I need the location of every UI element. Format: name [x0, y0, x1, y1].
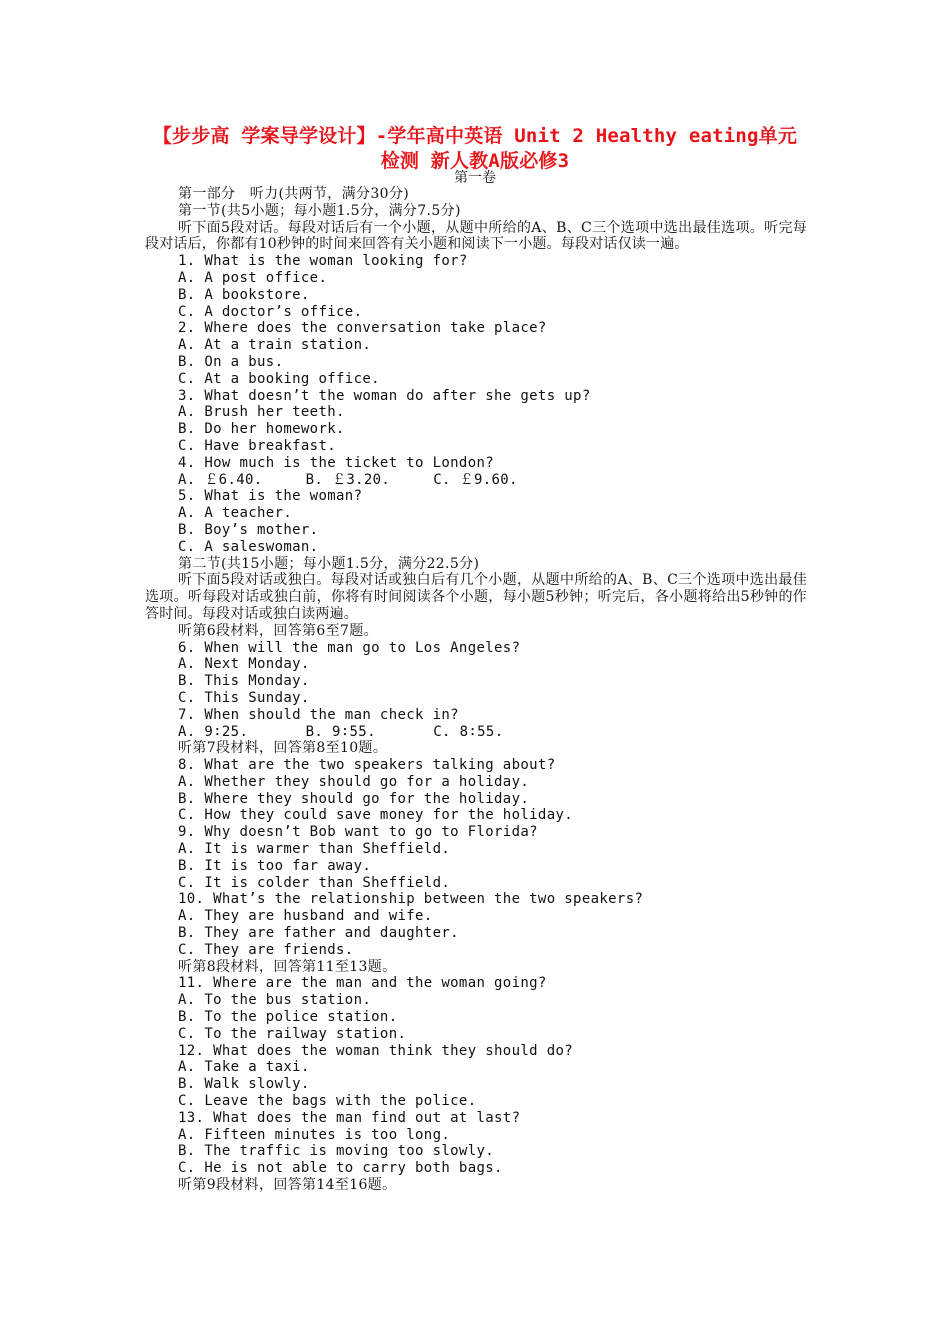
answer-option: A. Whether they should go for a holiday. — [178, 773, 530, 790]
answer-option: C. This Sunday. — [178, 689, 310, 706]
answer-option: C. At a booking office. — [178, 370, 380, 387]
answer-option: A. A post office. — [178, 269, 328, 286]
answer-option: B. On a bus. — [178, 353, 284, 370]
question-stem: 9. Why doesn’t Bob want to go to Florida? — [178, 824, 538, 841]
question-stem: 10. What’s the relationship between the two speakers? — [178, 891, 644, 908]
document-body — [145, 186, 807, 1194]
material-heading: 听第6段材料，回答第6至7题。 — [178, 622, 378, 639]
answer-option: A. A teacher. — [178, 505, 293, 522]
section2-heading: 第二节(共15小题；每小题1.5分，满分22.5分) — [178, 555, 480, 572]
question-stem: 7. When should the man check in? — [178, 706, 459, 723]
material-heading: 听第7段材料，回答第8至10题。 — [178, 740, 388, 757]
answer-option: A. It is warmer than Sheffield. — [178, 841, 451, 858]
section1-instructions: 听下面5段对话。每段对话后有一个小题，从题中所给的A、B、C三个选项中选出最佳选项。听完每段对话后，你都有10秒钟的时间来回答有关小题和阅读下一小题。每段对话仅读一遍。 — [145, 219, 807, 253]
question-stem: 8. What are the two speakers talking about? — [178, 757, 556, 774]
section2-questions — [145, 623, 807, 1194]
answer-option: A. Next Monday. — [178, 656, 310, 673]
answer-option: C. How they could save money for the holiday. — [178, 807, 574, 824]
answer-option: C. He is not able to carry both bags. — [178, 1160, 503, 1177]
answer-option: B. To the police station. — [178, 1009, 398, 1026]
answer-option: B. Boy’s mother. — [178, 521, 319, 538]
question-stem: 6. When will the man go to Los Angeles? — [178, 639, 521, 656]
answer-option: A. They are husband and wife. — [178, 908, 433, 925]
answer-option: C. To the railway station. — [178, 1025, 407, 1042]
section1-questions — [145, 253, 807, 555]
answer-option: C. Leave the bags with the police. — [178, 1093, 477, 1110]
answer-option: C. They are friends. — [178, 941, 354, 958]
answer-option: C. A doctor’s office. — [178, 303, 363, 320]
question-stem: 1. What is the woman looking for? — [178, 253, 468, 270]
question-stem: 5. What is the woman? — [178, 488, 363, 505]
question-stem: 12. What does the woman think they should do? — [178, 1042, 574, 1059]
answer-option: C. Have breakfast. — [178, 437, 337, 454]
answer-option: A. Take a taxi. — [178, 1059, 310, 1076]
question-stem: 2. Where does the conversation take place? — [178, 320, 547, 337]
answer-option: B. It is too far away. — [178, 857, 372, 874]
answer-option: A. ￡6.40. B. ￡3.20. C. ￡9.60. — [178, 471, 518, 488]
part1-heading: 第一部分 听力(共两节，满分30分) — [178, 186, 410, 202]
material-heading: 听第8段材料，回答第11至13题。 — [178, 958, 397, 975]
answer-option: B. Walk slowly. — [178, 1076, 310, 1093]
question-stem: 11. Where are the man and the woman going? — [178, 975, 547, 992]
section2-instructions: 听下面5段对话或独白。每段对话或独白后有几个小题，从题中所给的A、B、C三个选项中选出最佳选项。听每段对话或独白前，你将有时间阅读各个小题，每小题5秒钟；听完后，各小题将给出5秒钟的作答时间。每段对话或独白读两遍。 — [145, 572, 807, 622]
answer-option: A. 9∶25. B. 9∶55. C. 8∶55. — [178, 723, 504, 740]
answer-option: C. A saleswoman. — [178, 538, 319, 555]
answer-option: A. Brush her teeth. — [178, 404, 345, 421]
answer-option: C. It is colder than Sheffield. — [178, 874, 451, 891]
material-heading: 听第9段材料，回答第14至16题。 — [178, 1177, 397, 1194]
answer-option: A. To the bus station. — [178, 992, 372, 1009]
question-stem: 4. How much is the ticket to London? — [178, 454, 495, 471]
answer-option: B. Where they should go for the holiday. — [178, 790, 530, 807]
document-title: 【步步高 学案导学设计】-学年高中英语 Unit 2 Healthy eating单元检测 新人教A版必修3 — [152, 125, 798, 172]
volume-heading: 第一卷 — [454, 170, 496, 186]
answer-option: A. Fifteen minutes is too long. — [178, 1126, 451, 1143]
question-stem: 13. What does the man find out at last? — [178, 1109, 521, 1126]
answer-option: B. A bookstore. — [178, 286, 310, 303]
answer-option: A. At a train station. — [178, 337, 372, 354]
answer-option: B. The traffic is moving too slowly. — [178, 1143, 495, 1160]
answer-option: B. Do her homework. — [178, 421, 345, 438]
section1-heading: 第一节(共5小题；每小题1.5分，满分7.5分) — [178, 202, 461, 219]
question-stem: 3. What doesn’t the woman do after she gets up? — [178, 387, 591, 404]
answer-option: B. They are father and daughter. — [178, 925, 459, 942]
answer-option: B. This Monday. — [178, 673, 310, 690]
